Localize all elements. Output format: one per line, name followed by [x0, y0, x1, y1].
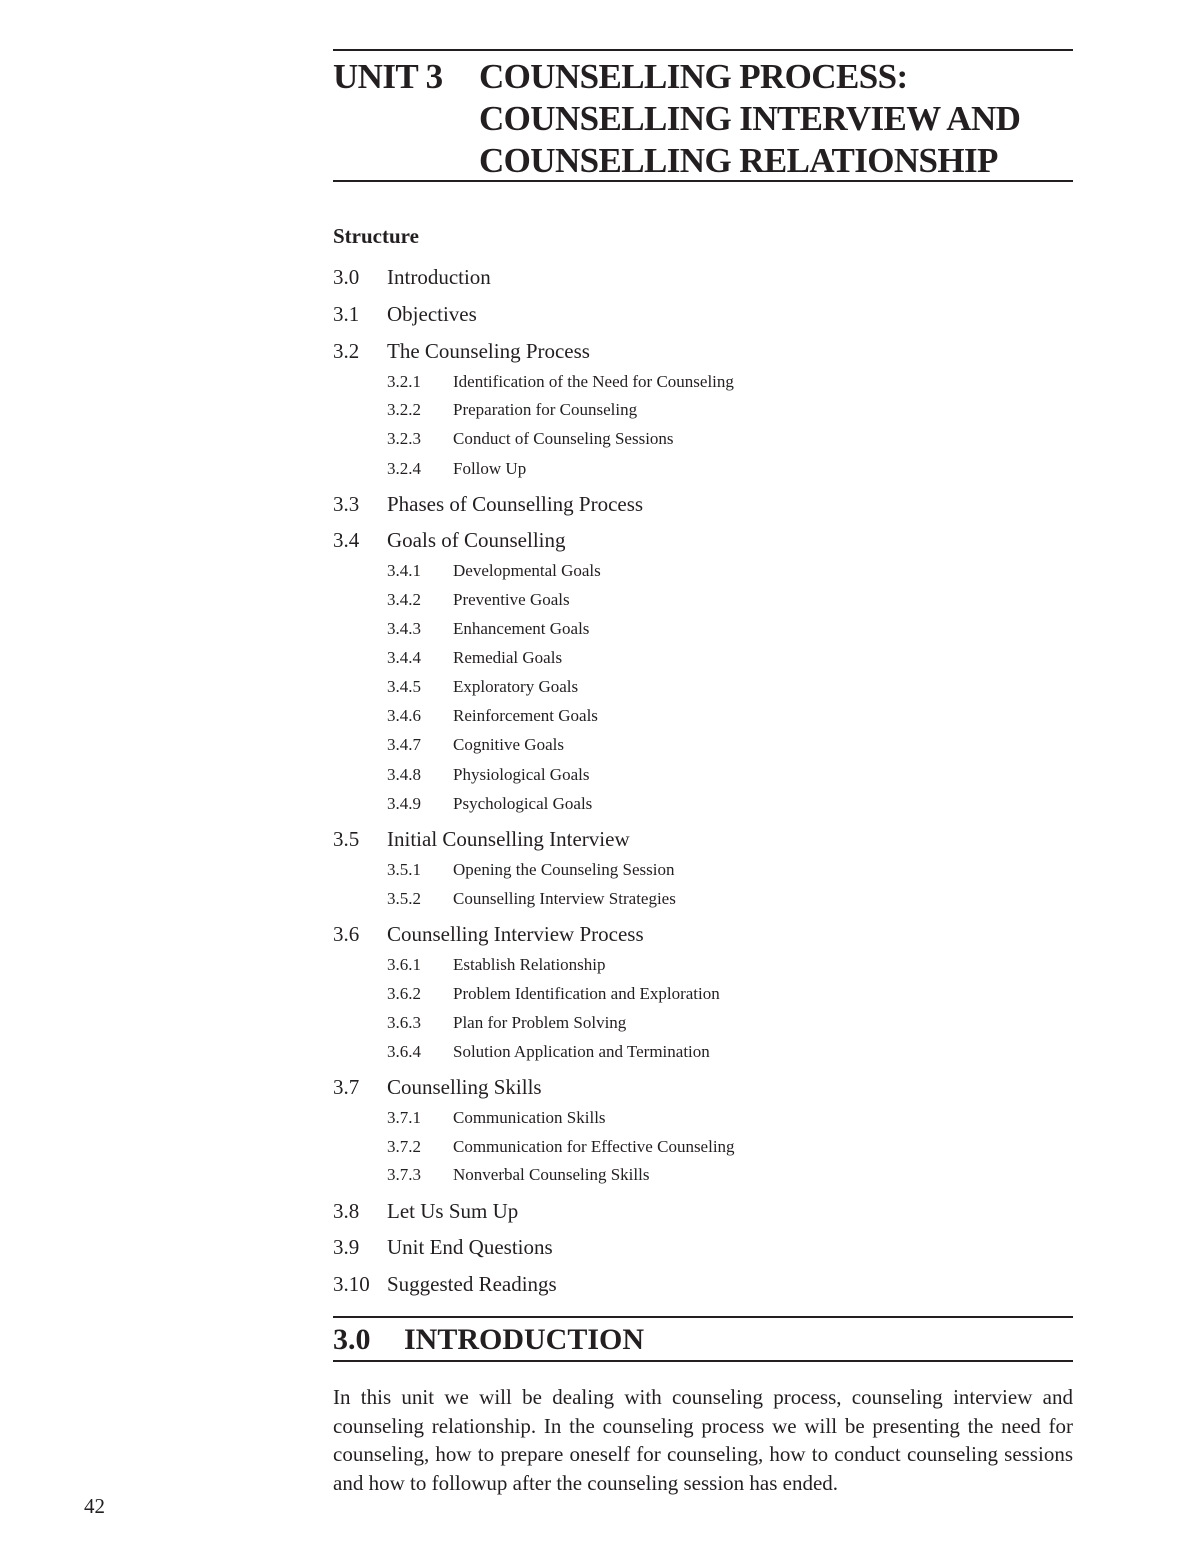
toc-text: Preparation for Counseling	[453, 400, 638, 419]
toc-number: 3.5	[333, 827, 360, 851]
toc-text: Communication Skills	[453, 1108, 606, 1127]
structure-title: Structure	[333, 224, 419, 248]
toc-number: 3.4.1	[387, 561, 421, 580]
toc-text: Phases of Counselling Process	[387, 492, 644, 516]
unit-title-line: COUNSELLING INTERVIEW AND	[479, 99, 1021, 138]
toc-number: 3.7	[333, 1075, 360, 1099]
toc-text: Counselling Skills	[387, 1075, 542, 1099]
toc-number: 3.4.9	[387, 794, 421, 813]
toc-number: 3.4.7	[387, 735, 421, 754]
toc-text: Opening the Counseling Session	[453, 860, 675, 879]
toc-text: Psychological Goals	[453, 794, 593, 813]
toc-number: 3.4.3	[387, 619, 421, 638]
toc-text: Conduct of Counseling Sessions	[453, 429, 674, 448]
section-title: INTRODUCTION	[404, 1323, 645, 1356]
toc-number: 3.2	[333, 339, 360, 363]
toc-text: Remedial Goals	[453, 648, 563, 667]
toc-number: 3.6.3	[387, 1013, 421, 1032]
toc-number: 3.2.1	[387, 372, 421, 391]
toc-text: Developmental Goals	[453, 561, 601, 580]
toc-text: Introduction	[387, 265, 491, 289]
toc-text: Counselling Interview Strategies	[453, 889, 676, 908]
toc-text: Cognitive Goals	[453, 735, 564, 754]
toc-number: 3.0	[333, 265, 360, 289]
toc-text: Identification of the Need for Counseling	[453, 372, 734, 391]
toc-text: Counselling Interview Process	[387, 922, 644, 946]
toc-text: Plan for Problem Solving	[453, 1013, 627, 1032]
toc-text: Objectives	[387, 302, 477, 326]
toc-number: 3.8	[333, 1199, 360, 1223]
toc-text: Preventive Goals	[453, 590, 570, 609]
toc-number: 3.4.4	[387, 648, 421, 667]
toc-number: 3.4.5	[387, 677, 421, 696]
top-rule	[333, 49, 1073, 51]
toc-number: 3.5.2	[387, 889, 421, 908]
toc-number: 3.4.8	[387, 765, 421, 784]
toc-text: Nonverbal Counseling Skills	[453, 1165, 650, 1184]
toc-number: 3.1	[333, 302, 360, 326]
toc-text: Enhancement Goals	[453, 619, 590, 638]
toc-number: 3.2.3	[387, 429, 421, 448]
unit-title-line: COUNSELLING PROCESS:	[479, 57, 908, 96]
title-bottom-rule	[333, 180, 1073, 182]
toc-number: 3.7.3	[387, 1165, 421, 1184]
page-number: 42	[84, 1494, 105, 1518]
toc-number: 3.2.4	[387, 459, 421, 478]
toc-text: Establish Relationship	[453, 955, 606, 974]
toc-text: Unit End Questions	[387, 1235, 553, 1259]
introduction-paragraph: In this unit we will be dealing with counseling process, counseling interview and counseling relationship. In the counseling process we will be presenting the need for counseling, how to prepare oneself for counseling, how to conduct counseling sessions and how to followup after the counseling session has ended.	[333, 1385, 1073, 1495]
toc-number: 3.5.1	[387, 860, 421, 879]
toc-number: 3.7.2	[387, 1137, 421, 1156]
toc-number: 3.6.4	[387, 1042, 421, 1061]
toc-text: Follow Up	[453, 459, 527, 478]
toc-number: 3.9	[333, 1235, 360, 1259]
toc-text: Suggested Readings	[387, 1272, 557, 1296]
toc-number: 3.10	[333, 1272, 370, 1296]
toc-text: Goals of Counselling	[387, 528, 566, 552]
section-bottom-rule	[333, 1360, 1073, 1362]
toc-number: 3.6.1	[387, 955, 421, 974]
toc-text: Let Us Sum Up	[387, 1199, 519, 1223]
toc-number: 3.6	[333, 922, 360, 946]
toc-number: 3.7.1	[387, 1108, 421, 1127]
toc-number: 3.2.2	[387, 400, 421, 419]
toc-text: Initial Counselling Interview	[387, 827, 630, 851]
toc-text: The Counseling Process	[387, 339, 590, 363]
toc-text: Problem Identification and Exploration	[453, 984, 720, 1003]
toc-number: 3.3	[333, 492, 360, 516]
toc-text: Solution Application and Termination	[453, 1042, 710, 1061]
toc-text: Reinforcement Goals	[453, 706, 598, 725]
section-number: 3.0	[333, 1323, 371, 1356]
toc-number: 3.4.6	[387, 706, 421, 725]
toc-number: 3.4	[333, 528, 360, 552]
toc-number: 3.4.2	[387, 590, 421, 609]
toc-text: Exploratory Goals	[453, 677, 579, 696]
section-top-rule	[333, 1316, 1073, 1318]
toc-number: 3.6.2	[387, 984, 421, 1003]
toc-text: Physiological Goals	[453, 765, 590, 784]
unit-title-line: COUNSELLING RELATIONSHIP	[479, 141, 998, 180]
toc-text: Communication for Effective Counseling	[453, 1137, 735, 1156]
unit-label: UNIT 3	[333, 57, 443, 96]
